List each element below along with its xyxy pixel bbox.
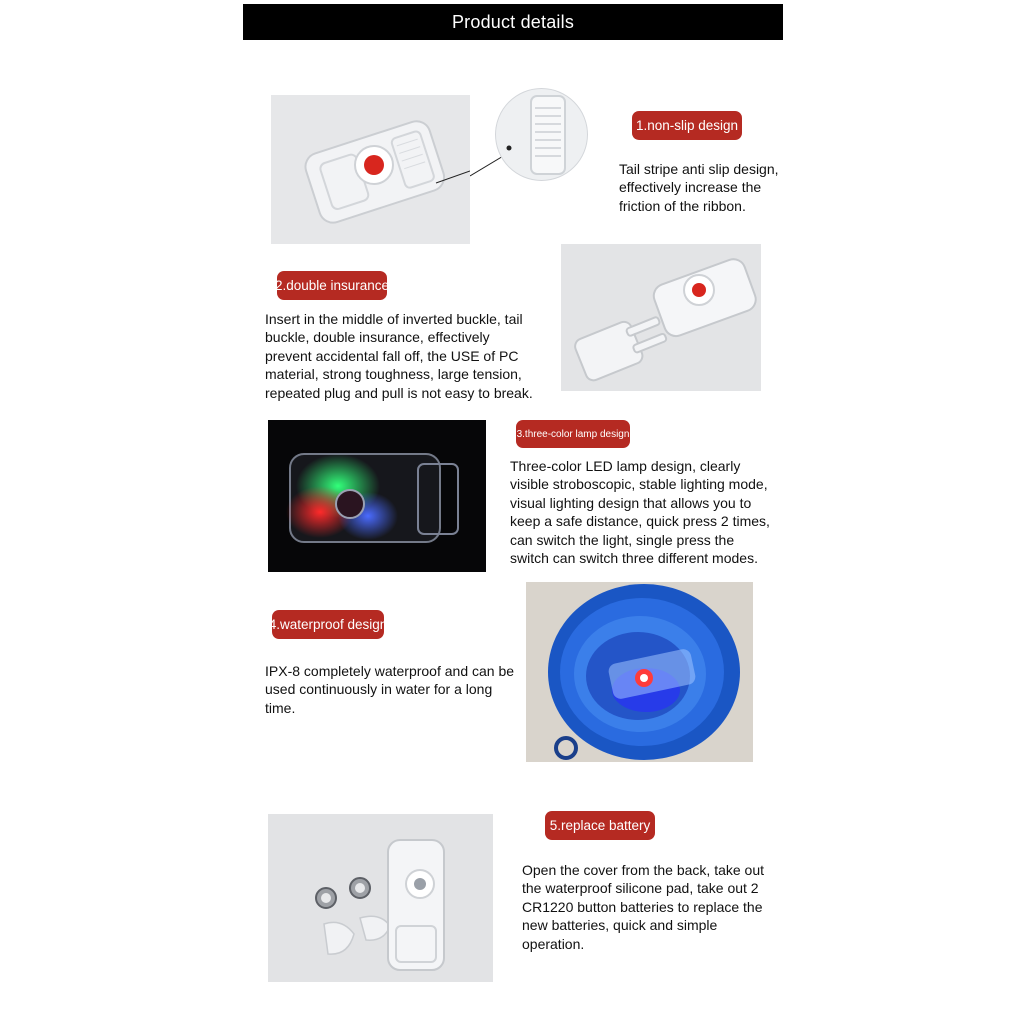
section-badge-waterproof: 4.waterproof design	[272, 610, 384, 639]
section-badge-double-insurance: 2.double insurance	[277, 271, 387, 300]
section-text-replace-battery: Open the cover from the back, take out the waterproof silicone pad, take out 2 CR1220 button batteries to replace the new batteries, quick and simple operation.	[522, 862, 765, 952]
led-lamp-photo	[268, 420, 486, 572]
section-badge-replace-battery: 5.replace battery	[545, 811, 655, 840]
page-title-bar	[243, 4, 783, 40]
buckle-photo	[271, 95, 470, 244]
section-text-three-color-lamp: Three-color LED lamp design, clearly visible stroboscopic, stable lighting mode, visual lighting design that allows you to keep a safe distance, quick press 2 times, can switch the light, single press the switch can switch three different modes.	[510, 458, 770, 567]
section-text-waterproof: IPX-8 completely waterproof and can be used continuously in water for a long time.	[265, 663, 515, 716]
waterproof-bowl-photo	[526, 582, 753, 762]
section-badge-non-slip: 1.non-slip design	[632, 111, 742, 140]
section-text-non-slip: Tail stripe anti slip design, effectively increase the friction of the ribbon.	[619, 161, 779, 214]
section-text-double-insurance: Insert in the middle of inverted buckle, tail buckle, double insurance, effectively prevent accidental fall off, the USE of PC material, strong toughness, large tension, repeated plug and pull is not easy to break.	[265, 311, 533, 401]
page-title: Product details	[451, 11, 575, 32]
open-buckle-photo	[561, 244, 761, 391]
battery-parts-photo	[268, 814, 493, 982]
tail-stripe-zoom-photo	[495, 88, 588, 181]
section-badge-three-color-lamp: 3.three-color lamp design	[516, 420, 630, 448]
